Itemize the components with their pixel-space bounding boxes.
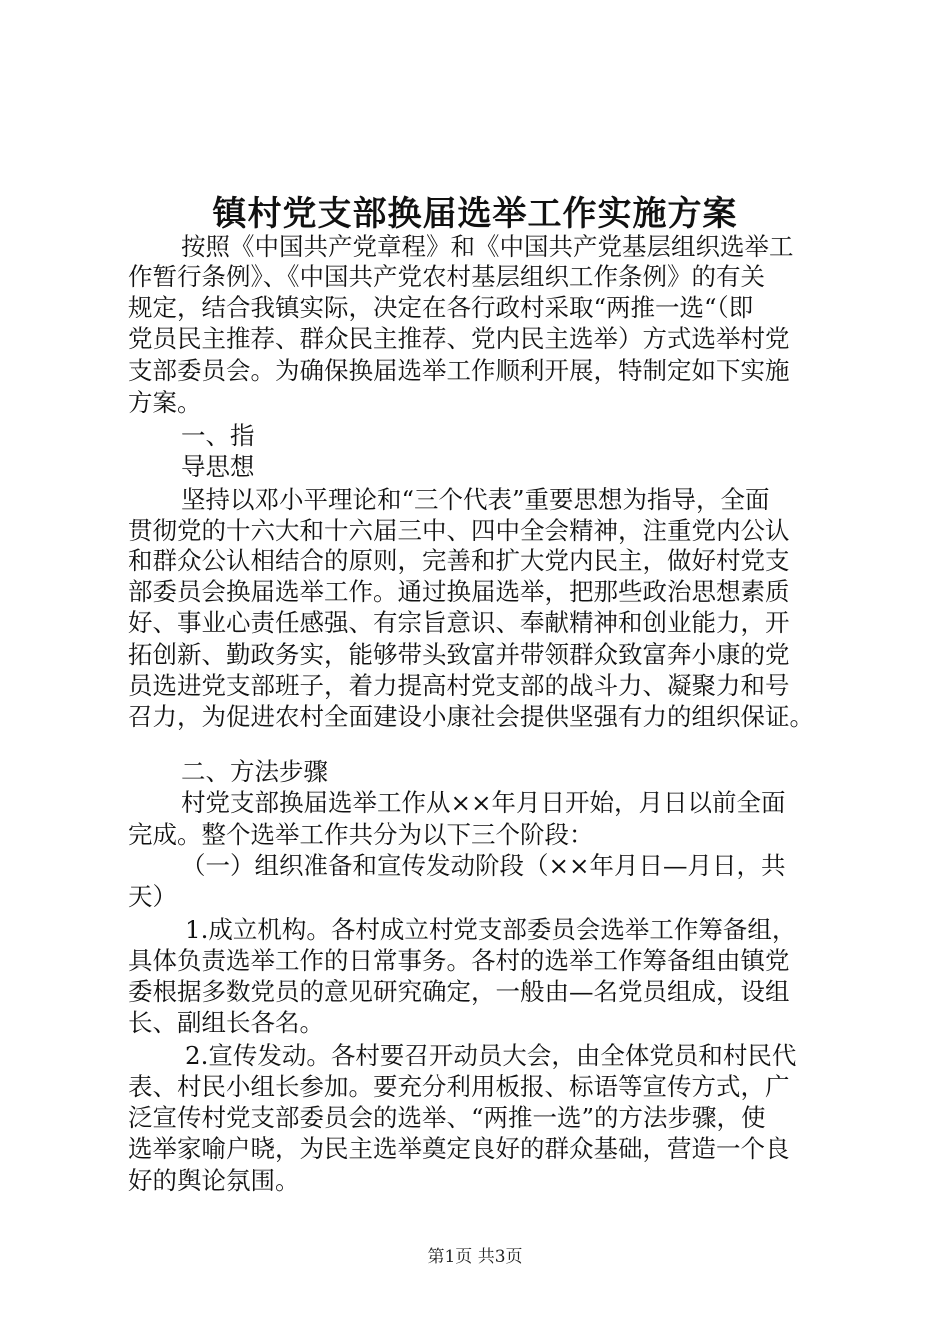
text-line: 2.宣传发动。各村要召开动员大会，由全体党员和村民代 [185,1041,797,1070]
text-line: 规定，结合我镇实际，决定在各行政村采取“两推一选“（即 [128,293,754,322]
section-heading: 二、方法步骤 [181,757,328,786]
document-title: 镇村党支部换届选举工作实施方案 [212,194,738,234]
text-line: 完成。整个选举工作共分为以下三个阶段： [128,820,594,849]
text-line: 泛宣传村党支部委员会的选举、“两推一选”的方法步骤，使 [128,1103,766,1132]
text-line: 表、村民小组长参加。要充分利用板报、标语等宣传方式，广 [128,1072,790,1101]
text-line: 支部委员会。为确保换届选举工作顺利开展，特制定如下实施 [128,356,790,385]
text-line: 方案。 [128,388,202,417]
text-line: 和群众公认相结合的原则，完善和扩大党内民主，做好村党支 [128,546,790,575]
text-line: 选举家喻户晓，为民主选举奠定良好的群众基础，营造一个良 [128,1134,790,1163]
text-line: 按照《中国共产党章程》和《中国共产党基层组织选举工 [181,232,794,261]
text-line: 长、副组长各名。 [128,1008,324,1037]
text-line: 部委员会换届选举工作。通过换届选举，把那些政治思想素质 [128,577,790,606]
text-line: 好、事业心责任感强、有宗旨意识、奉献精神和创业能力，开 [128,608,790,637]
subsection-heading: 天） [128,882,177,911]
text-line: 好的舆论氛围。 [128,1166,300,1195]
text-line: 拓创新、勤政务实，能够带头致富并带领群众致富奔小康的党 [128,640,790,669]
section-heading: 一、指 [181,421,255,450]
text-line: 员选进党支部班子，着力提高村党支部的战斗力、凝聚力和号 [128,671,790,700]
text-line: 村党支部换届选举工作从××年月日开始，月日以前全面 [181,788,786,817]
text-line: 委根据多数党员的意见研究确定，一般由—名党员组成，设组 [128,977,790,1006]
text-line: 坚持以邓小平理论和“三个代表”重要思想为指导，全面 [181,485,770,514]
text-line: 1.成立机构。各村成立村党支部委员会选举工作筹备组， [185,915,797,944]
text-line: 召力，为促进农村全面建设小康社会提供坚强有力的组织保证。 [128,702,814,731]
text-line: 作暂行条例》、《中国共产党农村基层组织工作条例》的有关 [128,262,765,291]
text-line: 具体负责选举工作的日常事务。各村的选举工作筹备组由镇党 [128,946,790,975]
subsection-heading: （一）组织准备和宣传发动阶段（××年月日—月日，共 [181,851,786,880]
section-heading: 导思想 [181,452,255,481]
text-line: 党员民主推荐、群众民主推荐、党内民主选举）方式选举村党 [128,324,790,353]
page-number: 第1页 共3页 [427,1247,523,1267]
text-line: 贯彻党的十六大和十六届三中、四中全会精神，注重党内公认 [128,516,790,545]
